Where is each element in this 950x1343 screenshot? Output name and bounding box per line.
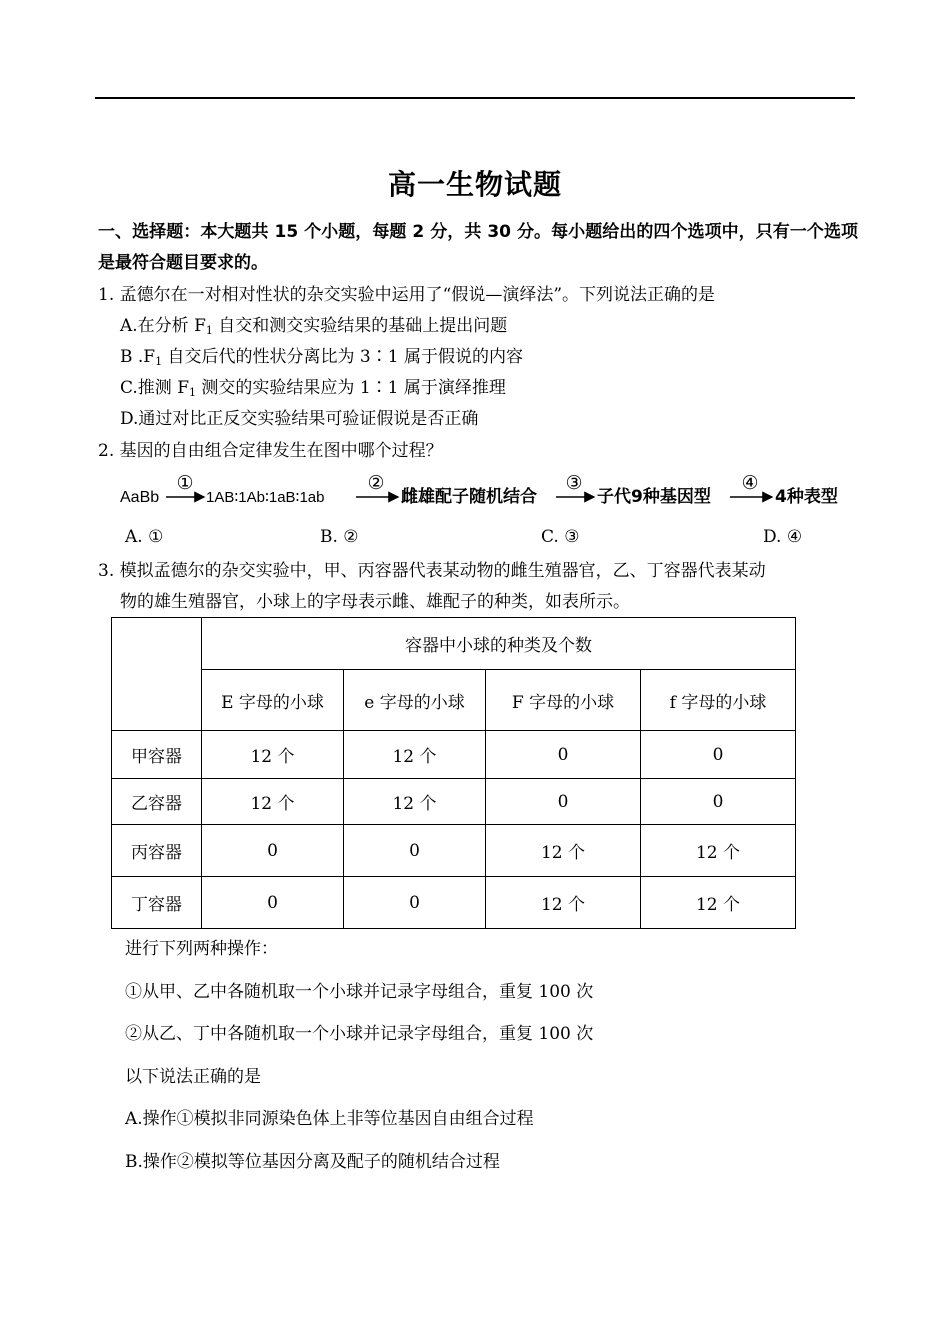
flow-step-2: ② [367,472,385,494]
header-rule [95,97,855,99]
table-row [112,779,796,825]
q1-option-c-post: 测交的实验结果应为 1∶1 属于演绎推理 [196,378,506,398]
table-cell: 12 个 [486,877,641,929]
table-row-header: 乙容器 [112,779,202,825]
flow-node-1: 1AB∶1Ab∶1aB∶1ab [206,489,325,506]
q3-line-1: 进行下列两种操作： [125,939,278,959]
table-cell: 0 [202,877,344,929]
q1-option-c-sub: 1 [189,386,197,399]
flow-step-3: ③ [565,472,583,494]
table-cell: 0 [486,731,641,779]
flow-step-1: ① [176,472,194,494]
q1-option-d-pre: D.通过对比正反交实验结果可验证假说是否正确 [120,409,479,429]
q3-option-b: B.操作②模拟等位基因分离及配子的随机结合过程 [125,1152,500,1172]
q3-line-4: 以下说法正确的是 [125,1067,261,1087]
flow-step-4: ④ [741,472,759,494]
q1-option-d [120,408,478,430]
q2-option-a: A. ① [125,527,164,547]
table-cell: 12 个 [202,731,344,779]
table-row-header: 丁容器 [112,877,202,929]
table-group-header: 容器中小球的种类及个数 [202,618,796,670]
table-corner-cell [112,618,202,731]
table-cell: 0 [641,779,796,825]
q2-stem: 2. 基因的自由组合定律发生在图中哪个过程？ [98,441,443,461]
flow-node-4: 4种表型 [775,487,838,507]
q1-stem: 1. 孟德尔在一对相对性状的杂交实验中运用了“假说—演绎法”。下列说法正确的是 [98,285,716,305]
q3-table [111,617,796,929]
table-cell: 12 个 [344,731,486,779]
q2-option-d: D. ④ [763,527,803,547]
q1-option-a-post: 自交和测交实验结果的基础上提出问题 [212,316,508,336]
section-heading: 一、选择题：本大题共 15 个小题，每题 2 分，共 30 分。每小题给出的四个选项中，只有一个选项是最符合题目要求的。 [98,222,858,273]
q1-option-a-sub: 1 [205,324,213,337]
q1-option-c-pre: C.推测 F [120,378,190,398]
flow-start: AaBb [120,489,160,506]
table-col-header: E 字母的小球 [202,670,344,731]
table-row [112,825,796,877]
q1-option-a-pre: A.在分析 F [120,316,206,336]
q3-line-3: ②从乙、丁中各随机取一个小球并记录字母组合，重复 100 次 [125,1024,594,1044]
q3-option-a: A.操作①模拟非同源染色体上非等位基因自由组合过程 [125,1109,534,1129]
q1-option-a [120,315,507,342]
table-cell: 0 [344,825,486,877]
q3-stem-line2: 物的雄生殖器官，小球上的字母表示雌、雄配子的种类，如表所示。 [120,592,630,612]
table-cell: 12 个 [486,825,641,877]
table-cell: 0 [202,825,344,877]
table-col-header: f 字母的小球 [641,670,796,731]
page-title: 高一生物试题 [387,168,562,201]
q1-option-b-pre: B .F [120,347,156,367]
q2-option-c: C. ③ [541,527,580,547]
table-col-header: e 字母的小球 [344,670,486,731]
table-row [112,877,796,929]
table-row-header: 甲容器 [112,731,202,779]
q3-line-2: ①从甲、乙中各随机取一个小球并记录字母组合，重复 100 次 [125,982,594,1002]
flow-node-3: 子代9种基因型 [597,487,711,507]
table-cell: 12 个 [344,779,486,825]
table-row-header: 丙容器 [112,825,202,877]
table-cell: 12 个 [641,877,796,929]
table-col-header: F 字母的小球 [486,670,641,731]
q1-option-b-sub: 1 [155,355,163,368]
table-cell: 12 个 [202,779,344,825]
table-cell: 0 [641,731,796,779]
q2-flow-diagram [120,470,855,516]
q3-stem-line1: 3. 模拟孟德尔的杂交实验中，甲、丙容器代表某动物的雌生殖器官，乙、丁容器代表某动 [98,561,766,581]
flow-node-2: 雌雄配子随机结合 [401,487,537,507]
table-cell: 0 [344,877,486,929]
q2-option-b: B. ② [320,527,359,547]
q1-option-b [120,346,523,373]
q1-option-c [120,377,506,404]
table-cell: 12 个 [641,825,796,877]
table-row [112,731,796,779]
flow-svg [120,470,855,516]
q1-option-b-post: 自交后代的性状分离比为 3∶1 属于假说的内容 [162,347,523,367]
table-cell: 0 [486,779,641,825]
